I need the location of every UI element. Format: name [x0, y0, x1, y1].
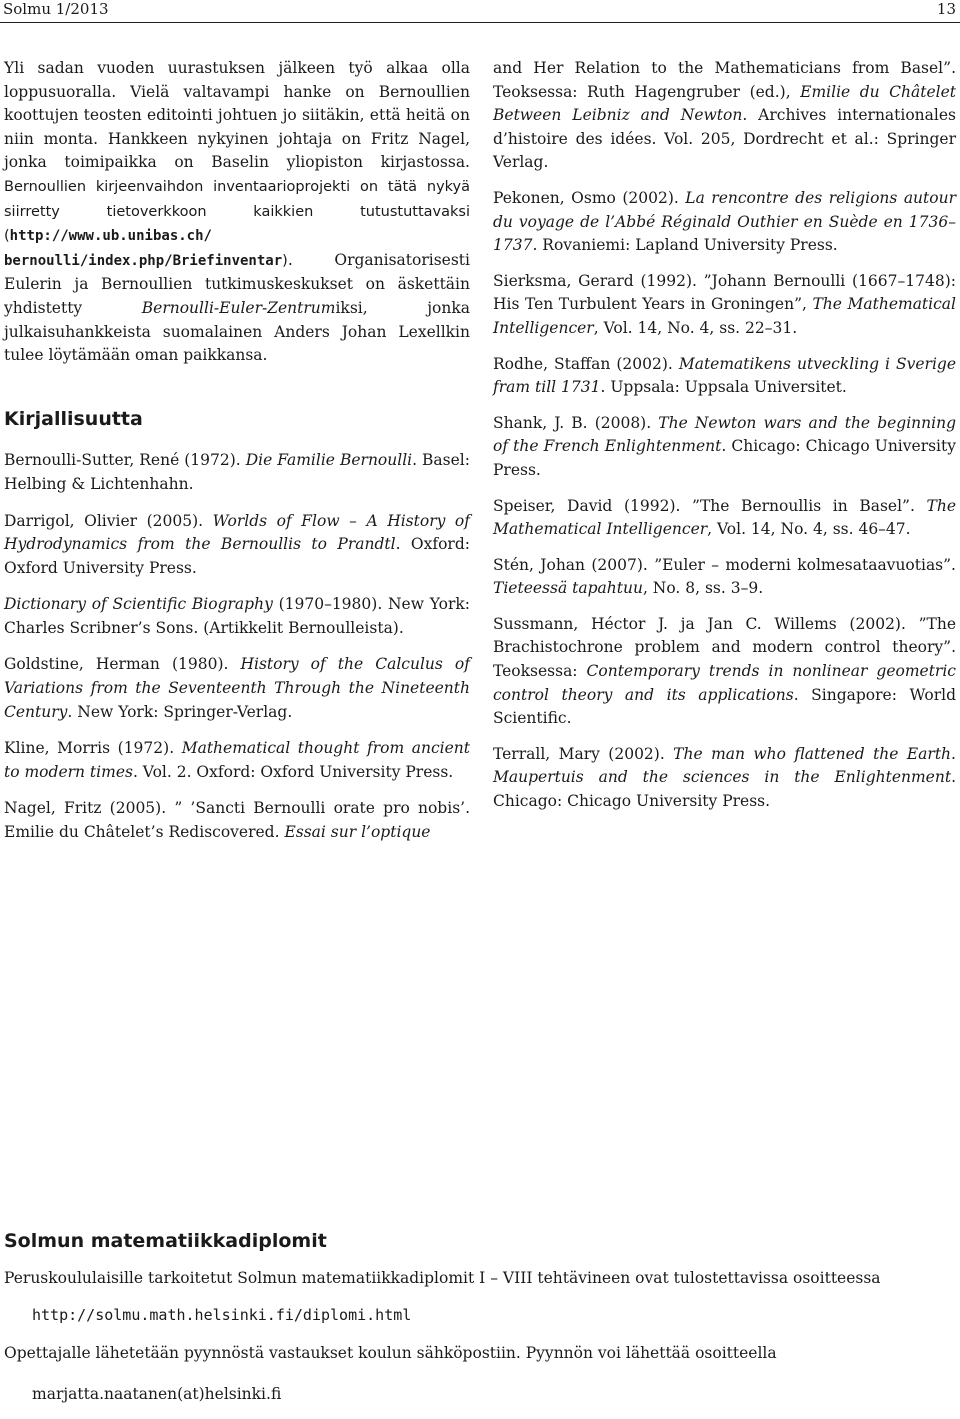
text-segment: Emilie du Châtelet Between Leibniz and Newton: [493, 82, 956, 125]
text-segment: . Archives internationales d’histoire des idées. Vol. 205, Dordrecht et al.: Springer Verlag.: [493, 106, 956, 172]
text-segment: . Singapore: World Scientific.: [493, 685, 956, 728]
text-segment: Bernoullien kirjeenvaihdon inventaarioprojekti on tätä nykyä siirretty tietoverkkoon kaikkien tutustuttavaksi (: [4, 178, 470, 245]
text-segment: (1970–1980). New York: Charles Scribner’s Sons. (Artikkelit Bernoulleista).: [4, 595, 470, 637]
text-segment: . Uppsala: Uppsala Universitet.: [600, 378, 847, 397]
reference-entry: [493, 554, 956, 601]
diplomi-text: Peruskoululaisille tarkoitetut Solmun matematiikkadiplomit I – VIII tehtävineen ovat tulostettavissa osoitteessa: [4, 1268, 881, 1287]
reference-entry: [493, 353, 956, 400]
text-segment: Matematikens utveckling i Sverige fram till 1731: [493, 354, 956, 397]
reference-entry: [493, 743, 956, 814]
text-segment: Mathematical thought from ancient to modern times: [4, 739, 470, 781]
text-segment: . Chicago: Chicago University Press.: [493, 768, 956, 811]
text-segment: Bernoulli-Euler-Zentrum: [141, 298, 336, 317]
diplomi-link[interactable]: http://solmu.math.helsinki.fi/diplomi.html: [32, 1306, 412, 1325]
reference-list-left: [4, 449, 470, 844]
reference-entry: [493, 270, 956, 341]
text-segment: . Rovaniemi: Lapland University Press.: [532, 236, 838, 255]
journal-issue: Solmu 1/2013: [3, 0, 109, 18]
text-segment: and Her Relation to the Mathematicians from Basel”. Teoksessa: Ruth Hagengruber (ed.),: [493, 59, 956, 101]
text-segment: Essai sur l’optique: [284, 823, 431, 842]
text-segment: Kline, Morris (1972).: [4, 739, 182, 758]
page-number: 13: [936, 0, 956, 18]
intro-paragraph: [4, 57, 470, 368]
text-segment: . Basel: Helbing & Lichtenhahn.: [4, 451, 470, 493]
text-segment: ): [282, 252, 288, 269]
text-segment: Shank, J. B. (2008).: [493, 413, 659, 432]
text-segment: . New York: Springer-Verlag.: [67, 702, 293, 721]
text-segment: iksi, jonka julkaisuhankkeista suomalainen Anders Johan Lexellkin tulee löytämään oman paikkansa.: [4, 298, 470, 365]
reference-entry: [493, 187, 956, 258]
text-segment: , No. 8, ss. 3–9.: [642, 579, 764, 598]
text-segment: Die Familie Bernoulli: [245, 451, 413, 470]
url-link[interactable]: http://www.ub.unibas.ch/ bernoulli/index.php/Briefinventar: [4, 228, 283, 269]
text-segment: . Oxford: Oxford University Press.: [4, 535, 470, 577]
diplomi-request-text: Opettajalle lähetetään pyynnöstä vastaukset koulun sähköpostiin. Pyynnön voi lähettää osoitteella: [4, 1343, 777, 1362]
left-column: [4, 57, 470, 858]
text-segment: Worlds of Flow – A History of Hydrodynamics from the Bernoullis to Prandtl: [4, 511, 470, 554]
text-segment: , Vol. 14, No. 4, ss. 22–31.: [593, 318, 798, 337]
text-segment: Nagel, Fritz (2005). ” ’Sancti Bernoulli orate pro nobis’. Emilie du Châtelet’s Rediscovered.: [4, 799, 470, 842]
text-segment: The Newton wars and the beginning of the French Enlightenment: [493, 413, 956, 456]
text-segment: . Chicago: Chicago University Press.: [493, 437, 956, 479]
references-heading: Kirjallisuutta: [4, 407, 143, 430]
text-segment: La rencontre des religions autour du voyage de l’Abbé Réginald Outhier en Suède en 1736–1737: [493, 188, 956, 255]
reference-entry: [493, 613, 956, 731]
text-segment: Sierksma, Gerard (1992). ”Johann Bernoulli (1667–1748): His Ten Turbulent Years in Groningen”,: [493, 271, 956, 314]
text-segment: The Mathematical Intelligencer: [493, 295, 956, 337]
running-header: [0, 0, 960, 23]
text-segment: The man who flattened the Earth. Maupertuis and the sciences in the Enlightenment: [493, 744, 956, 787]
reference-entry: [493, 57, 956, 175]
text-segment: Darrigol, Olivier (2005).: [4, 511, 213, 530]
text-segment: , Vol. 14, No. 4, ss. 46–47.: [707, 520, 911, 539]
reference-list-right: [493, 57, 956, 814]
text-segment: Stén, Johan (2007). ”Euler – moderni kolmesataavuotias”.: [493, 555, 956, 574]
text-segment: Speiser, David (1992). ”The Bernoullis in Basel”.: [493, 496, 927, 515]
text-segment: Rodhe, Staffan (2002).: [493, 354, 679, 373]
right-column: [493, 57, 956, 826]
text-segment: Terrall, Mary (2002).: [493, 744, 674, 763]
reference-entry: [4, 449, 470, 496]
reference-entry: [4, 510, 470, 581]
text-segment: History of the Calculus of Variations from the Seventeenth Through the Nineteenth Century: [4, 655, 470, 721]
text-segment: Sussmann, Héctor J. ja Jan C. Willems (2002). ”The Brachistochrone problem and modern control theory”. Teoksessa:: [493, 614, 956, 681]
contact-email[interactable]: marjatta.naatanen(at)helsinki.fi: [32, 1385, 282, 1404]
text-segment: . Vol. 2. Oxford: Oxford University Press.: [132, 762, 454, 781]
text-segment: Goldstine, Herman (1980).: [4, 655, 241, 674]
reference-entry: [4, 797, 470, 844]
text-segment: Pekonen, Osmo (2002).: [493, 188, 686, 207]
diplomi-section: [4, 1230, 956, 1407]
reference-entry: [493, 412, 956, 483]
text-segment: Contemporary trends in nonlinear geometric control theory and its applications: [493, 662, 956, 704]
diplomi-heading: Solmun matematiikkadiplomit: [4, 1230, 327, 1252]
text-segment: Yli sadan vuoden uurastuksen jälkeen työ alkaa olla loppusuoralla. Vielä valtavampi hanke on Bernoullien koottujen teosten editointi johtuen jo siitäkin, että heitä on niin monta. Hankkeen nykyinen johtaja on Fritz Nagel, jonka toimipaikka on Baselin yliopiston kirjastossa.: [4, 59, 470, 172]
reference-entry: [4, 653, 470, 724]
text-segment: Tieteessä tapahtuu: [493, 579, 643, 598]
reference-entry: [4, 593, 470, 640]
text-segment: . Organisatorisesti Eulerin ja Bernoullien tutkimuskeskukset on äskettäin yhdistetty: [4, 250, 470, 317]
reference-entry: [493, 495, 956, 542]
text-segment: Dictionary of Scientific Biography: [4, 595, 273, 614]
reference-entry: [4, 737, 470, 784]
text-segment: Bernoulli-Sutter, René (1972).: [4, 451, 246, 470]
text-segment: The Mathematical Intelligencer: [493, 496, 956, 539]
